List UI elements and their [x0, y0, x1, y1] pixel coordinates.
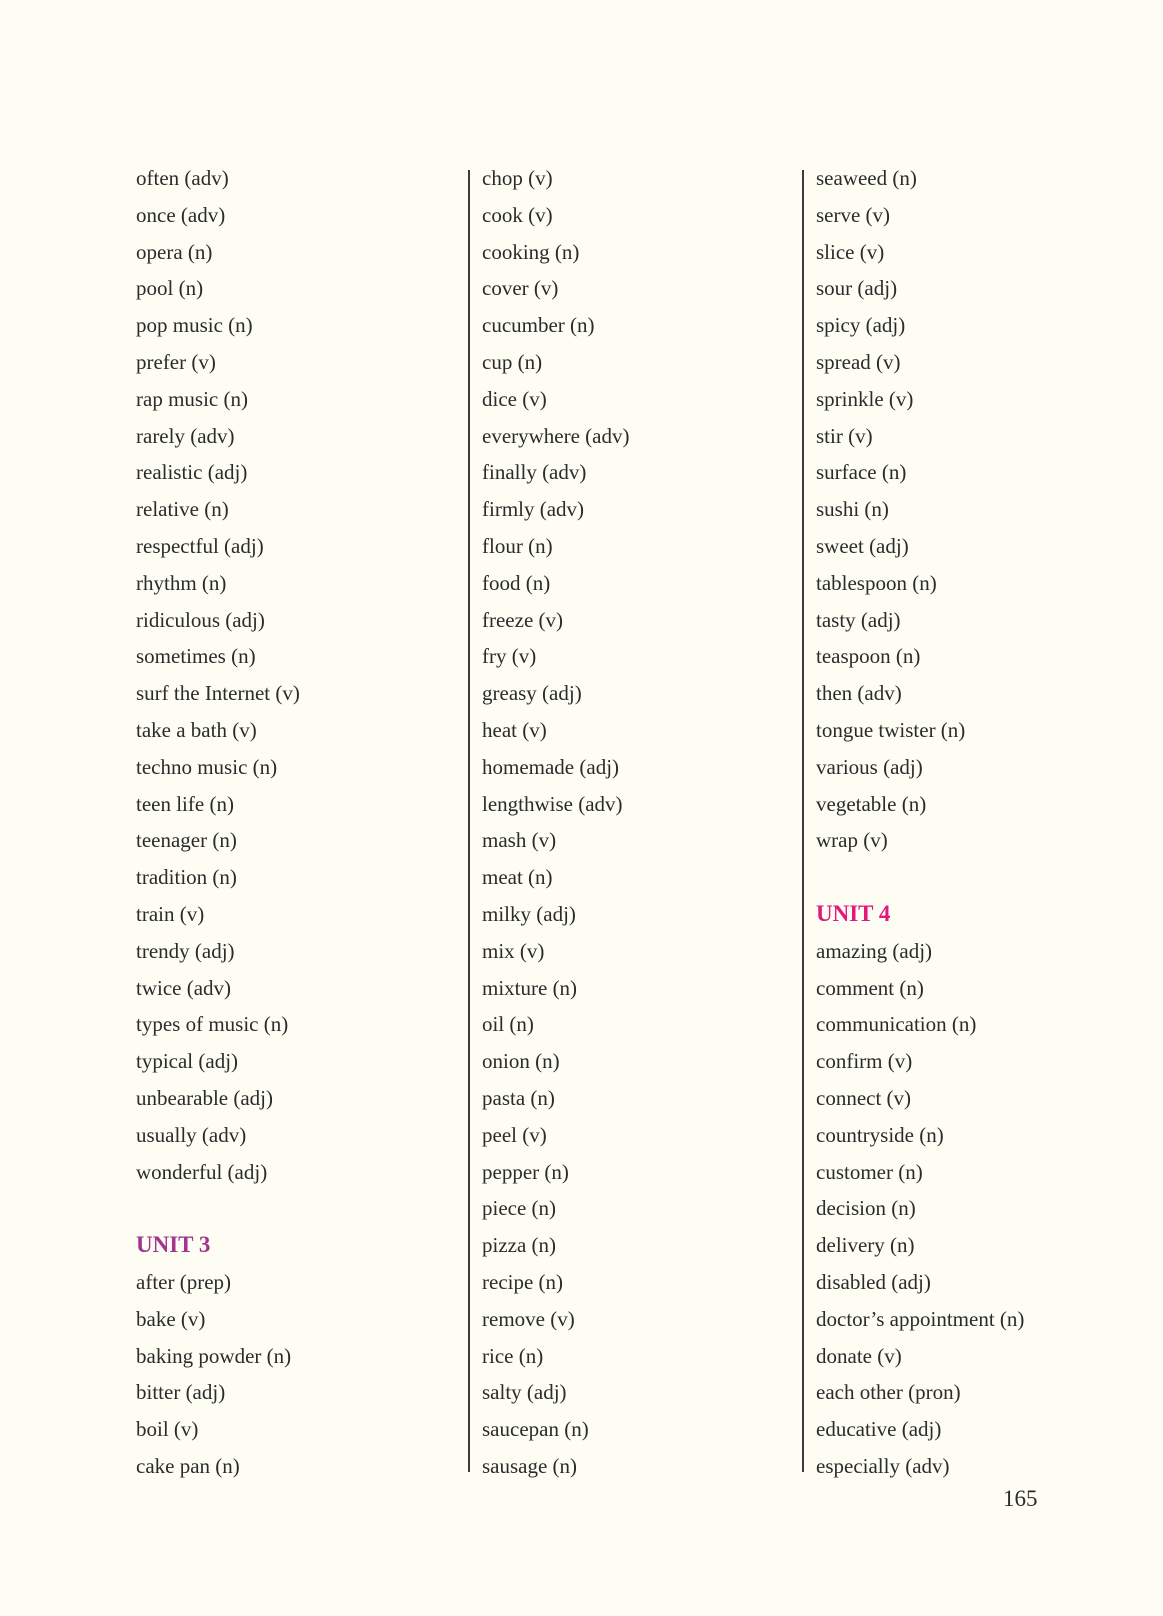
vocabulary-entry: especially (adv): [816, 1453, 950, 1478]
vocabulary-entry: meat (n): [482, 865, 553, 890]
vocabulary-entry: tasty (adj): [816, 607, 901, 632]
spacer: [816, 859, 1116, 896]
vocabulary-entry: greasy (adj): [482, 681, 582, 706]
unit-4-heading: UNIT 4: [816, 900, 891, 926]
vocabulary-entry: countryside (n): [816, 1122, 944, 1147]
vocabulary-entry: rice (n): [482, 1343, 544, 1368]
entry-list: [482, 160, 792, 1485]
vocabulary-entry: rhythm (n): [136, 570, 227, 595]
vocabulary-entry: sour (adj): [816, 276, 898, 301]
vocabulary-entry: train (v): [136, 901, 205, 926]
vocabulary-entry: customer (n): [816, 1159, 923, 1184]
vocabulary-entry: spicy (adj): [816, 313, 906, 338]
vocabulary-entry: mixture (n): [482, 975, 578, 1000]
vocabulary-entry: trendy (adj): [136, 938, 235, 963]
vocabulary-entry: decision (n): [816, 1196, 916, 1221]
vocabulary-entry: pasta (n): [482, 1085, 555, 1110]
vocabulary-entry: fry (v): [482, 644, 537, 669]
vocabulary-entry: oil (n): [482, 1012, 534, 1037]
vocabulary-entry: heat (v): [482, 717, 547, 742]
vocabulary-entry: each other (pron): [816, 1380, 961, 1405]
vocabulary-entry: unbearable (adj): [136, 1085, 274, 1110]
vocabulary-entry: teenager (n): [136, 828, 237, 853]
vocabulary-entry: realistic (adj): [136, 460, 248, 485]
vocabulary-entry: amazing (adj): [816, 938, 933, 963]
vocabulary-entry: cake pan (n): [136, 1453, 240, 1478]
vocabulary-entry: delivery (n): [816, 1233, 915, 1258]
vocabulary-entry: often (adv): [136, 166, 229, 190]
vocabulary-entry: remove (v): [482, 1306, 575, 1331]
spacer: [136, 1190, 456, 1227]
vocabulary-entry: connect (v): [816, 1085, 912, 1110]
vocabulary-entry: stir (v): [816, 423, 873, 448]
column-divider: [468, 170, 470, 1472]
vocabulary-entry: cup (n): [482, 349, 543, 374]
vocabulary-entry: surface (n): [816, 460, 907, 485]
vocabulary-entry: spread (v): [816, 349, 901, 374]
vocabulary-entry: sweet (adj): [816, 533, 909, 558]
vocabulary-entry: cucumber (n): [482, 313, 595, 338]
vocabulary-entry: then (adv): [816, 681, 902, 706]
vocabulary-entry: lengthwise (adv): [482, 791, 623, 816]
vocabulary-entry: opera (n): [136, 239, 213, 264]
vocabulary-entry: tablespoon (n): [816, 570, 937, 595]
vocabulary-entry: sometimes (n): [136, 644, 256, 669]
vocabulary-entry: dice (v): [482, 386, 547, 411]
vocabulary-entry: surf the Internet (v): [136, 681, 300, 706]
vocabulary-entry: comment (n): [816, 975, 924, 1000]
vocabulary-entry: mix (v): [482, 938, 545, 963]
vocabulary-entry: sprinkle (v): [816, 386, 914, 411]
vocabulary-entry: seaweed (n): [816, 166, 917, 190]
vocabulary-entry: teen life (n): [136, 791, 234, 816]
vocabulary-entry: sushi (n): [816, 497, 889, 522]
unit-4-entry-list: [816, 933, 1116, 1485]
vocabulary-entry: mash (v): [482, 828, 557, 853]
vocabulary-entry: pop music (n): [136, 313, 253, 338]
vocabulary-entry: types of music (n): [136, 1012, 289, 1037]
vocabulary-entry: cooking (n): [482, 239, 580, 264]
vocabulary-entry: donate (v): [816, 1343, 902, 1368]
vocabulary-entry: saucepan (n): [482, 1417, 589, 1442]
vocabulary-entry: pizza (n): [482, 1233, 557, 1258]
vocabulary-entry: milky (adj): [482, 901, 576, 926]
unit-3-entry-list: [136, 1264, 456, 1485]
vocabulary-entry: slice (v): [816, 239, 885, 264]
vocabulary-entry: cook (v): [482, 202, 553, 227]
vocabulary-entry: firmly (adv): [482, 497, 585, 522]
vocabulary-entry: educative (adj): [816, 1417, 942, 1442]
vocabulary-entry: wonderful (adj): [136, 1159, 268, 1184]
vocabulary-entry: food (n): [482, 570, 551, 595]
vocabulary-entry: boil (v): [136, 1417, 199, 1442]
vocabulary-entry: piece (n): [482, 1196, 557, 1221]
entry-list: [816, 160, 1116, 859]
vocabulary-entry: rap music (n): [136, 386, 248, 411]
vocabulary-entry: teaspoon (n): [816, 644, 921, 669]
vocabulary-entry: finally (adv): [482, 460, 587, 485]
vocabulary-entry: twice (adv): [136, 975, 232, 1000]
vocabulary-entry: onion (n): [482, 1049, 560, 1074]
vocabulary-entry: bitter (adj): [136, 1380, 226, 1405]
vocabulary-entry: usually (adv): [136, 1122, 247, 1147]
vocabulary-entry: once (adv): [136, 202, 226, 227]
vocabulary-entry: pepper (n): [482, 1159, 569, 1184]
vocabulary-entry: ridiculous (adj): [136, 607, 265, 632]
vocabulary-entry: recipe (n): [482, 1269, 564, 1294]
vocabulary-entry: techno music (n): [136, 754, 278, 779]
word-list-column-2: [482, 160, 792, 1485]
vocabulary-entry: flour (n): [482, 533, 553, 558]
vocabulary-entry: vegetable (n): [816, 791, 927, 816]
vocabulary-entry: everywhere (adv): [482, 423, 630, 448]
column-divider: [802, 170, 804, 1472]
vocabulary-entry: prefer (v): [136, 349, 216, 374]
vocabulary-entry: tradition (n): [136, 865, 237, 890]
unit-3-heading: UNIT 3: [136, 1232, 211, 1258]
vocabulary-entry: typical (adj): [136, 1049, 239, 1074]
vocabulary-entry: freeze (v): [482, 607, 564, 632]
vocabulary-entry: salty (adj): [482, 1380, 567, 1405]
vocabulary-entry: take a bath (v): [136, 717, 257, 742]
vocabulary-entry: baking powder (n): [136, 1343, 292, 1368]
vocabulary-entry: communication (n): [816, 1012, 977, 1037]
vocabulary-entry: wrap (v): [816, 828, 888, 853]
entry-list: [136, 160, 456, 1190]
word-list-column-3: [816, 160, 1116, 1485]
vocabulary-entry: serve (v): [816, 202, 891, 227]
vocabulary-entry: sausage (n): [482, 1453, 578, 1478]
vocabulary-entry: respectful (adj): [136, 533, 264, 558]
vocabulary-entry: pool (n): [136, 276, 204, 301]
vocabulary-entry: doctor’s appointment (n): [816, 1306, 1025, 1331]
vocabulary-entry: cover (v): [482, 276, 559, 301]
vocabulary-entry: after (prep): [136, 1269, 232, 1294]
vocabulary-entry: homemade (adj): [482, 754, 620, 779]
vocabulary-entry: disabled (adj): [816, 1269, 931, 1294]
vocabulary-entry: rarely (adv): [136, 423, 235, 448]
vocabulary-entry: tongue twister (n): [816, 717, 966, 742]
page-number: 165: [1003, 1486, 1038, 1511]
word-list-column-1: [136, 160, 456, 1485]
vocabulary-entry: peel (v): [482, 1122, 547, 1147]
vocabulary-entry: confirm (v): [816, 1049, 913, 1074]
vocabulary-entry: chop (v): [482, 166, 553, 190]
vocabulary-entry: bake (v): [136, 1306, 206, 1331]
vocabulary-entry: various (adj): [816, 754, 923, 779]
vocabulary-entry: relative (n): [136, 497, 229, 522]
